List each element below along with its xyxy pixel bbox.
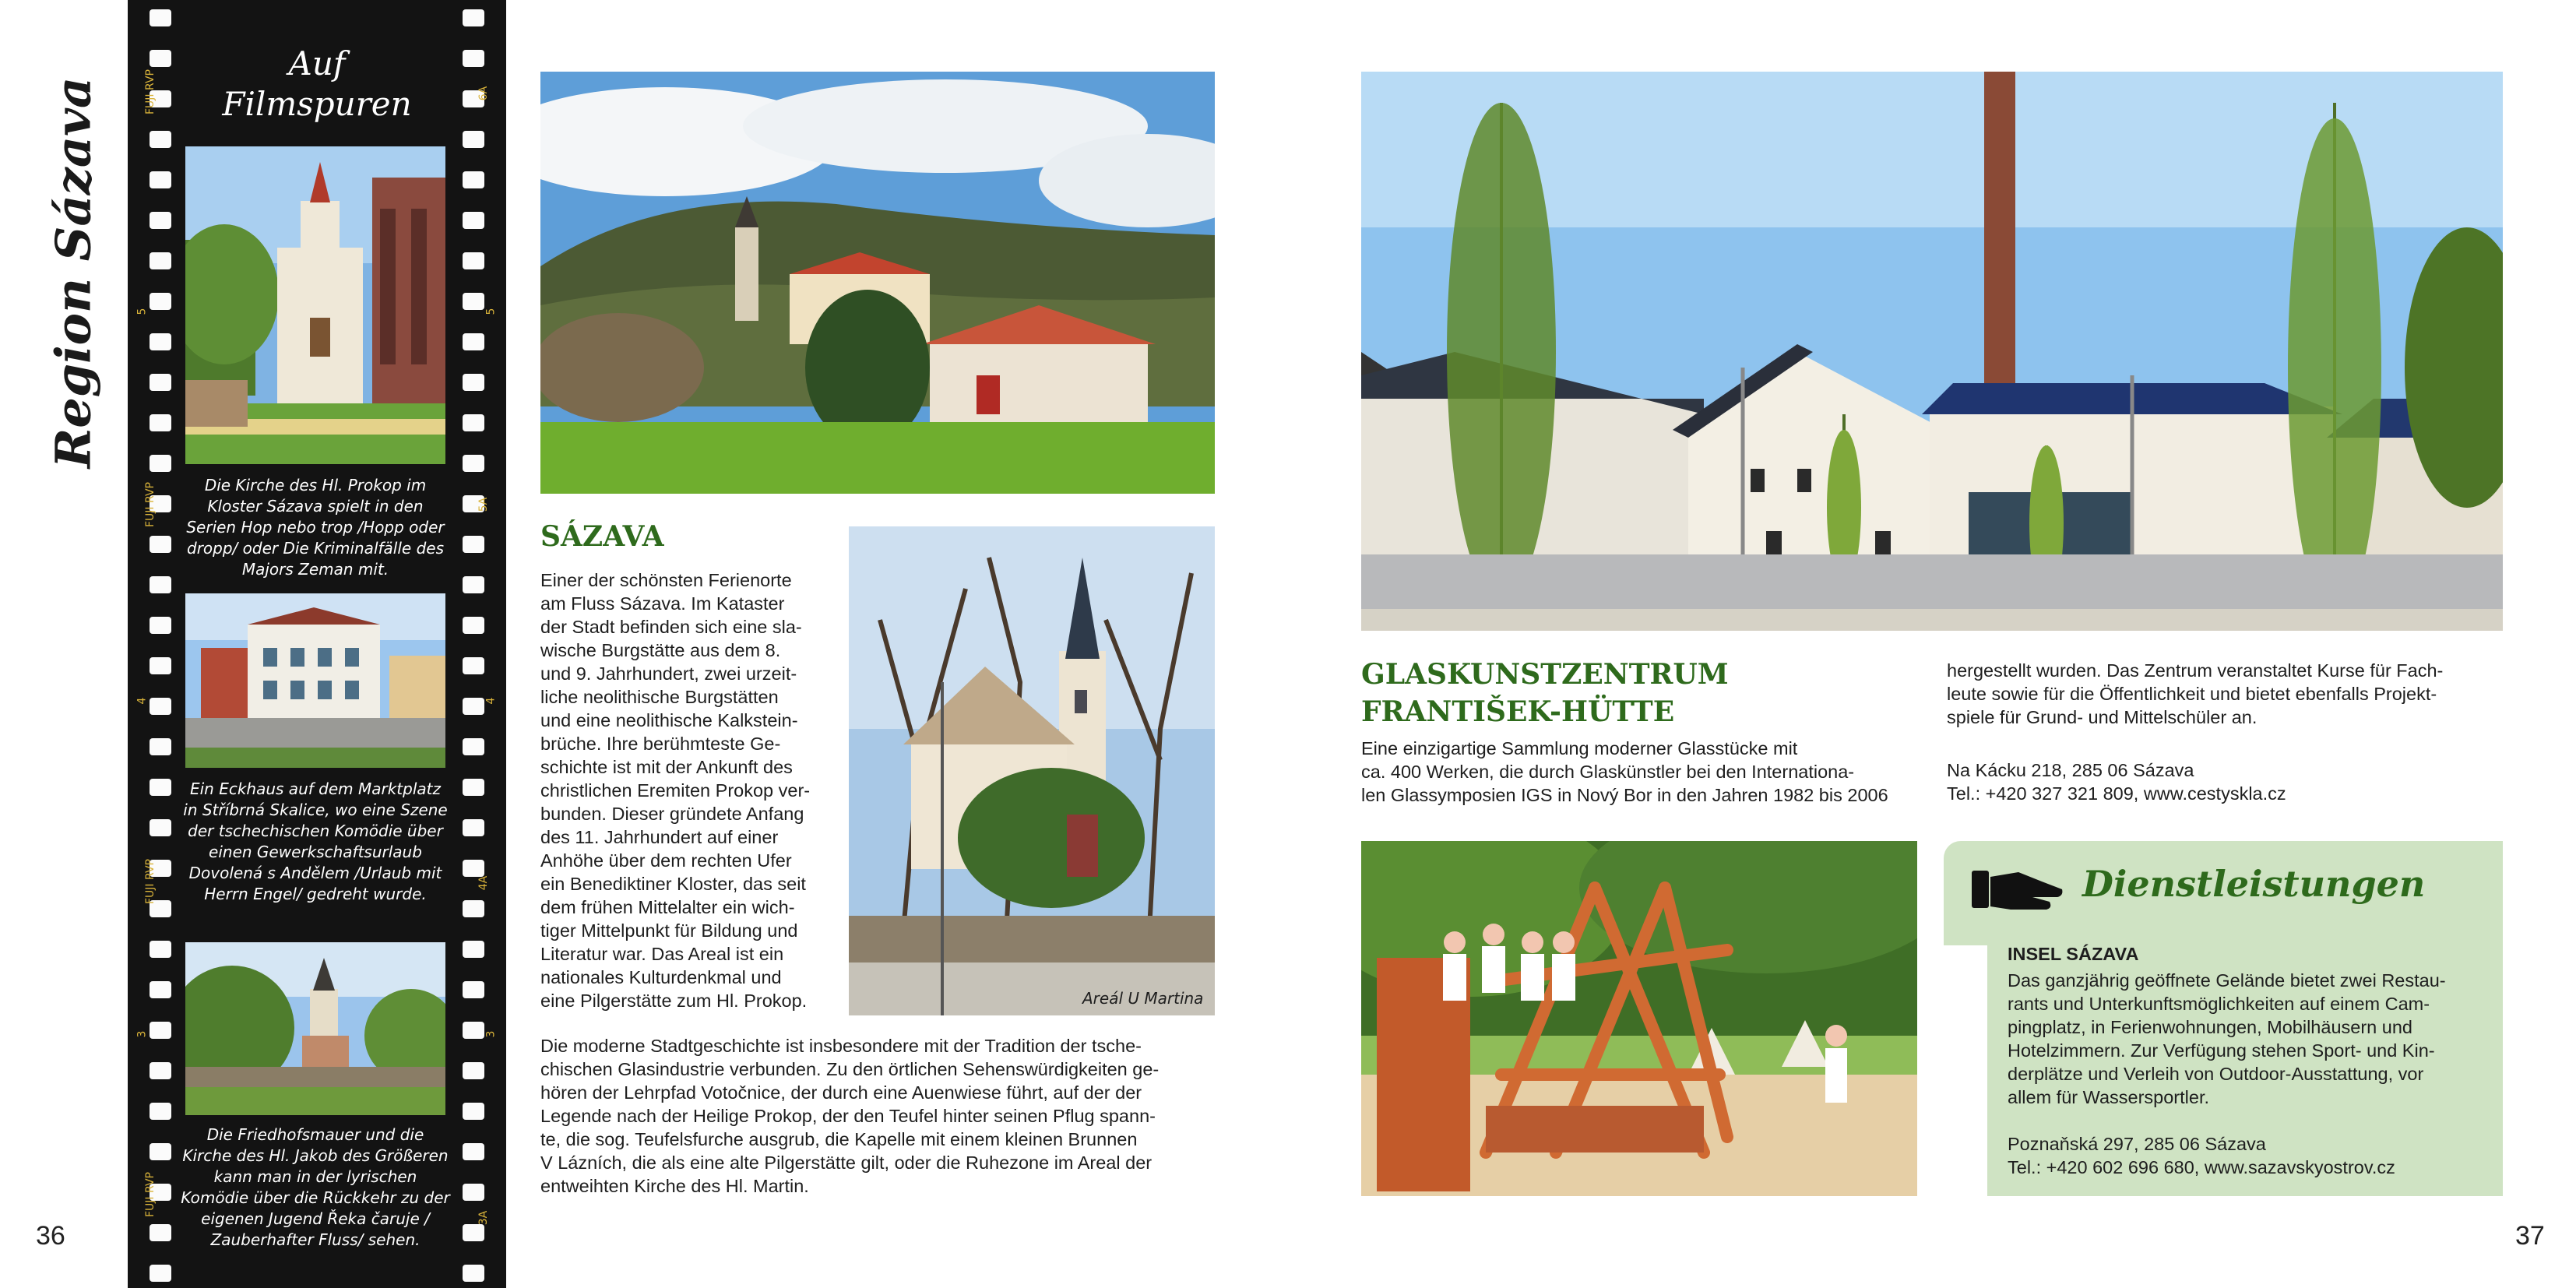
- film-perforation-hole: [463, 617, 484, 634]
- text-line: V Lázních, die als eine alte Pilgerstätte gilt, oder die Ruhezone im Areal der: [540, 1153, 1153, 1173]
- text-line: len Glassymposien IGS in Nový Bor in den Jahren 1982 bis 2006: [1361, 785, 1888, 805]
- film-perforation-hole: [150, 1265, 171, 1282]
- film-mark: 3: [484, 1030, 498, 1038]
- film-perforation-hole: [150, 9, 171, 26]
- text-line: spiele für Grund- und Mittelschüler an.: [1947, 707, 2258, 727]
- film-perforation-hole: [463, 576, 484, 593]
- text-line: Hotelzimmern. Zur Verfügung stehen Sport- und Kin-: [2008, 1040, 2435, 1061]
- film-perforation-hole: [463, 779, 484, 796]
- film-perforation-hole: [463, 1265, 484, 1282]
- glass-contact: Tel.: +420 327 321 809, www.cestyskla.cz: [1947, 783, 2286, 804]
- film-perforation-hole: [463, 293, 484, 310]
- region-title-text: Region Sázava: [44, 76, 102, 469]
- photo-sazava-monastery: [540, 72, 1215, 494]
- text-line: rants und Unterkunftsmöglichkeiten auf einem Cam-: [2008, 994, 2430, 1014]
- film-perforation-hole: [150, 981, 171, 998]
- text-line: brüche. Ihre berühmteste Ge-: [540, 734, 781, 754]
- film-mark: 6A: [477, 86, 491, 101]
- text-line: ein Benediktiner Kloster, das seit: [540, 874, 806, 894]
- film-perforation-hole: [150, 536, 171, 553]
- text-line: tiger Mittelpunkt für Bildung und: [540, 920, 798, 941]
- film-perforation-hole: [463, 252, 484, 269]
- film-mark: FUJI RVP: [144, 482, 157, 527]
- text-line: christlichen Eremiten Prokop ver-: [540, 780, 811, 801]
- film-perforation-hole: [463, 657, 484, 674]
- film-mark: 5: [135, 308, 149, 315]
- film-caption-1: Die Kirche des Hl. Prokop im Kloster Sázava spielt in den Serien Hop nebo trop /Hopp oder dropp/ oder Die Kriminalfälle des Majors Zeman mit.: [186, 476, 445, 579]
- film-perforation-hole: [463, 698, 484, 715]
- glass-text-right: [1947, 659, 2503, 729]
- film-perforation-right: [463, 0, 484, 1288]
- film-mark: 4: [484, 697, 498, 705]
- film-perforation-hole: [150, 1143, 171, 1160]
- text-line: ca. 400 Werken, die durch Glaskünstler bei den Internationa-: [1361, 762, 1855, 782]
- text-line: leute sowie für die Öffentlichkeit und bietet ebenfalls Projekt-: [1947, 684, 2437, 704]
- glass-address: Na Kácku 218, 285 06 Sázava: [1947, 760, 2194, 780]
- text-line: eine Pilgerstätte zum Hl. Prokop.: [540, 991, 808, 1011]
- sazava-title: SÁZAVA: [540, 520, 664, 553]
- text-line: Anhöhe über dem rechten Ufer: [540, 850, 792, 871]
- film-perforation-hole: [150, 333, 171, 350]
- film-mark: FUJI RVP: [144, 859, 157, 904]
- text-line: nationales Kulturdenkmal und: [540, 967, 782, 987]
- film-perforation-hole: [463, 860, 484, 877]
- service-address: Poznaňská 297, 285 06 Sázava: [2008, 1134, 2266, 1154]
- text-line: Die moderne Stadtgeschichte ist insbesondere mit der Tradition der tsche-: [540, 1036, 1142, 1056]
- film-perforation-hole: [463, 941, 484, 958]
- text-line: Das ganzjährig geöffnete Gelände bietet zwei Restau-: [2008, 970, 2446, 991]
- glass-text: [1361, 737, 1917, 807]
- film-perforation-hole: [463, 900, 484, 917]
- text-line: Literatur war. Das Areal ist ein: [540, 944, 784, 964]
- photo-playground: [1361, 841, 1917, 1196]
- film-perforation-hole: [150, 50, 171, 67]
- film-perforation-hole: [150, 1224, 171, 1241]
- film-perforation-hole: [463, 455, 484, 472]
- text-line: des 11. Jahrhundert auf einer: [540, 827, 779, 847]
- film-perforation-hole: [463, 536, 484, 553]
- film-perforation-hole: [463, 1224, 484, 1241]
- glass-title-line1: GLASKUNSTZENTRUM: [1361, 658, 1729, 691]
- text-line: hergestellt wurden. Das Zentrum veranstaltet Kurse für Fach-: [1947, 660, 2444, 681]
- film-perforation-hole: [150, 941, 171, 958]
- film-perforation-hole: [463, 50, 484, 67]
- film-perforation-hole: [150, 455, 171, 472]
- film-perforation-hole: [463, 819, 484, 836]
- film-perforation-hole: [463, 981, 484, 998]
- film-perforation-hole: [463, 333, 484, 350]
- film-perforation-hole: [463, 414, 484, 431]
- film-perforation-hole: [150, 212, 171, 229]
- text-line: Legende nach der Heilige Prokop, der den Teufel hinter seinen Pflug spann-: [540, 1106, 1156, 1126]
- film-photo-corner-house: [185, 593, 445, 768]
- film-heading-line1: Auf: [288, 44, 346, 83]
- film-perforation-hole: [463, 1062, 484, 1079]
- text-line: am Fluss Sázava. Im Kataster: [540, 593, 785, 614]
- film-strip: [128, 0, 506, 1288]
- film-perforation-hole: [150, 576, 171, 593]
- glass-title: [1361, 656, 1729, 730]
- film-perforation-hole: [150, 414, 171, 431]
- text-line: schichte ist mit der Ankunft des: [540, 757, 793, 777]
- film-perforation-hole: [463, 131, 484, 148]
- glass-title-line2: FRANTIŠEK-HÜTTE: [1361, 695, 1675, 728]
- text-line: wische Burgstätte aus dem 8.: [540, 640, 781, 660]
- text-line: derplätze und Verleih von Outdoor-Ausstattung, vor: [2008, 1064, 2424, 1084]
- text-line: und eine neolithische Kalkstein-: [540, 710, 798, 730]
- film-perforation-hole: [150, 1103, 171, 1120]
- film-perforation-hole: [463, 212, 484, 229]
- film-perforation-hole: [463, 1184, 484, 1201]
- film-perforation-left: [150, 0, 171, 1288]
- sazava-text: [540, 568, 832, 1012]
- film-caption-2: Ein Eckhaus auf dem Marktplatz in Stříbrná Skalice, wo eine Szene der tschechischen Komödie über einen Gewerkschaftsurlaub Dovolená s Andělem /Urlaub mit Herrn Engel/ gedreht wurde.: [183, 779, 448, 903]
- region-title: [11, 62, 135, 483]
- film-photo-cemetery-church: [185, 942, 445, 1115]
- film-perforation-hole: [463, 9, 484, 26]
- film-heading: [185, 44, 449, 125]
- film-perforation-hole: [463, 1143, 484, 1160]
- film-perforation-hole: [150, 617, 171, 634]
- text-line: bunden. Dieser gründete Anfang: [540, 804, 804, 824]
- text-line: Einer der schönsten Ferienorte: [540, 570, 792, 590]
- film-perforation-hole: [463, 374, 484, 391]
- film-perforation-hole: [463, 171, 484, 188]
- film-mark: FUJI RVP: [144, 69, 157, 114]
- hand-icon: [1972, 866, 2064, 913]
- film-perforation-hole: [150, 293, 171, 310]
- film-perforation-hole: [150, 374, 171, 391]
- service-name: INSEL SÁZAVA: [2008, 944, 2139, 964]
- film-perforation-hole: [463, 738, 484, 755]
- film-perforation-hole: [150, 819, 171, 836]
- text-line: chischen Glasindustrie verbunden. Zu den örtlichen Sehenswürdigkeiten ge-: [540, 1059, 1160, 1079]
- film-perforation-hole: [463, 1103, 484, 1120]
- text-line: entweihten Kirche des Hl. Martin.: [540, 1176, 809, 1196]
- photo-areal-u-martina: [849, 526, 1215, 1015]
- text-line: pingplatz, in Ferienwohnungen, Mobilhäusern und: [2008, 1017, 2412, 1037]
- text-line: allem für Wassersportler.: [2008, 1087, 2210, 1107]
- text-line: te, die sog. Teufelsfurche ausgrub, die Kapelle mit einem kleinen Brunnen: [540, 1129, 1138, 1149]
- film-mark: 4: [135, 697, 149, 705]
- film-photo-prokop-church: [185, 146, 445, 464]
- film-perforation-hole: [150, 698, 171, 715]
- text-line: Eine einzigartige Sammlung moderner Glasstücke mit: [1361, 738, 1798, 758]
- services-notch: [1944, 945, 1987, 1196]
- services-heading: Dienstleistungen: [2082, 863, 2426, 905]
- photo-credit: Areál U Martina: [1082, 989, 1204, 1008]
- service-text: [2008, 969, 2486, 1109]
- film-mark: 5: [484, 308, 498, 315]
- film-perforation-hole: [150, 1062, 171, 1079]
- text-line: dem frühen Mittelalter ein wich-: [540, 897, 795, 917]
- film-heading-line2: Filmspuren: [222, 85, 412, 123]
- film-perforation-hole: [150, 131, 171, 148]
- film-caption-3: Die Friedhofsmauer und die Kirche des Hl. Jakob des Größeren kann man in der lyrischen Komödie über die Rückkehr zu der eigenen Jugend Řeka čaruje / Zauberhafter Fluss/ sehen.: [181, 1125, 450, 1249]
- film-perforation-hole: [150, 252, 171, 269]
- film-perforation-hole: [150, 779, 171, 796]
- film-perforation-hole: [463, 1022, 484, 1039]
- text-line: liche neolithische Burgstätten: [540, 687, 779, 707]
- text-line: und 9. Jahrhundert, zwei urzeit-: [540, 663, 797, 684]
- page-number-right: 37: [2515, 1221, 2545, 1251]
- film-perforation-hole: [150, 1022, 171, 1039]
- photo-glassworks: [1361, 72, 2503, 631]
- film-mark: 3A: [477, 1210, 491, 1226]
- text-line: hören der Lehrpfad Votočnice, der durch eine Auenwiese führt, auf der der: [540, 1082, 1142, 1103]
- text-line: der Stadt befinden sich eine sla-: [540, 617, 802, 637]
- film-mark: 4A: [477, 875, 491, 891]
- film-perforation-hole: [150, 657, 171, 674]
- film-perforation-hole: [150, 738, 171, 755]
- film-mark: FUJI RVP: [144, 1172, 157, 1217]
- film-mark: 3: [135, 1030, 149, 1038]
- service-contact: Tel.: +420 602 696 680, www.sazavskyostrov.cz: [2008, 1157, 2395, 1177]
- page-number-left: 36: [36, 1221, 65, 1251]
- film-mark: 5A: [477, 497, 491, 512]
- sazava-text-wide: [540, 1034, 1215, 1198]
- film-perforation-hole: [150, 171, 171, 188]
